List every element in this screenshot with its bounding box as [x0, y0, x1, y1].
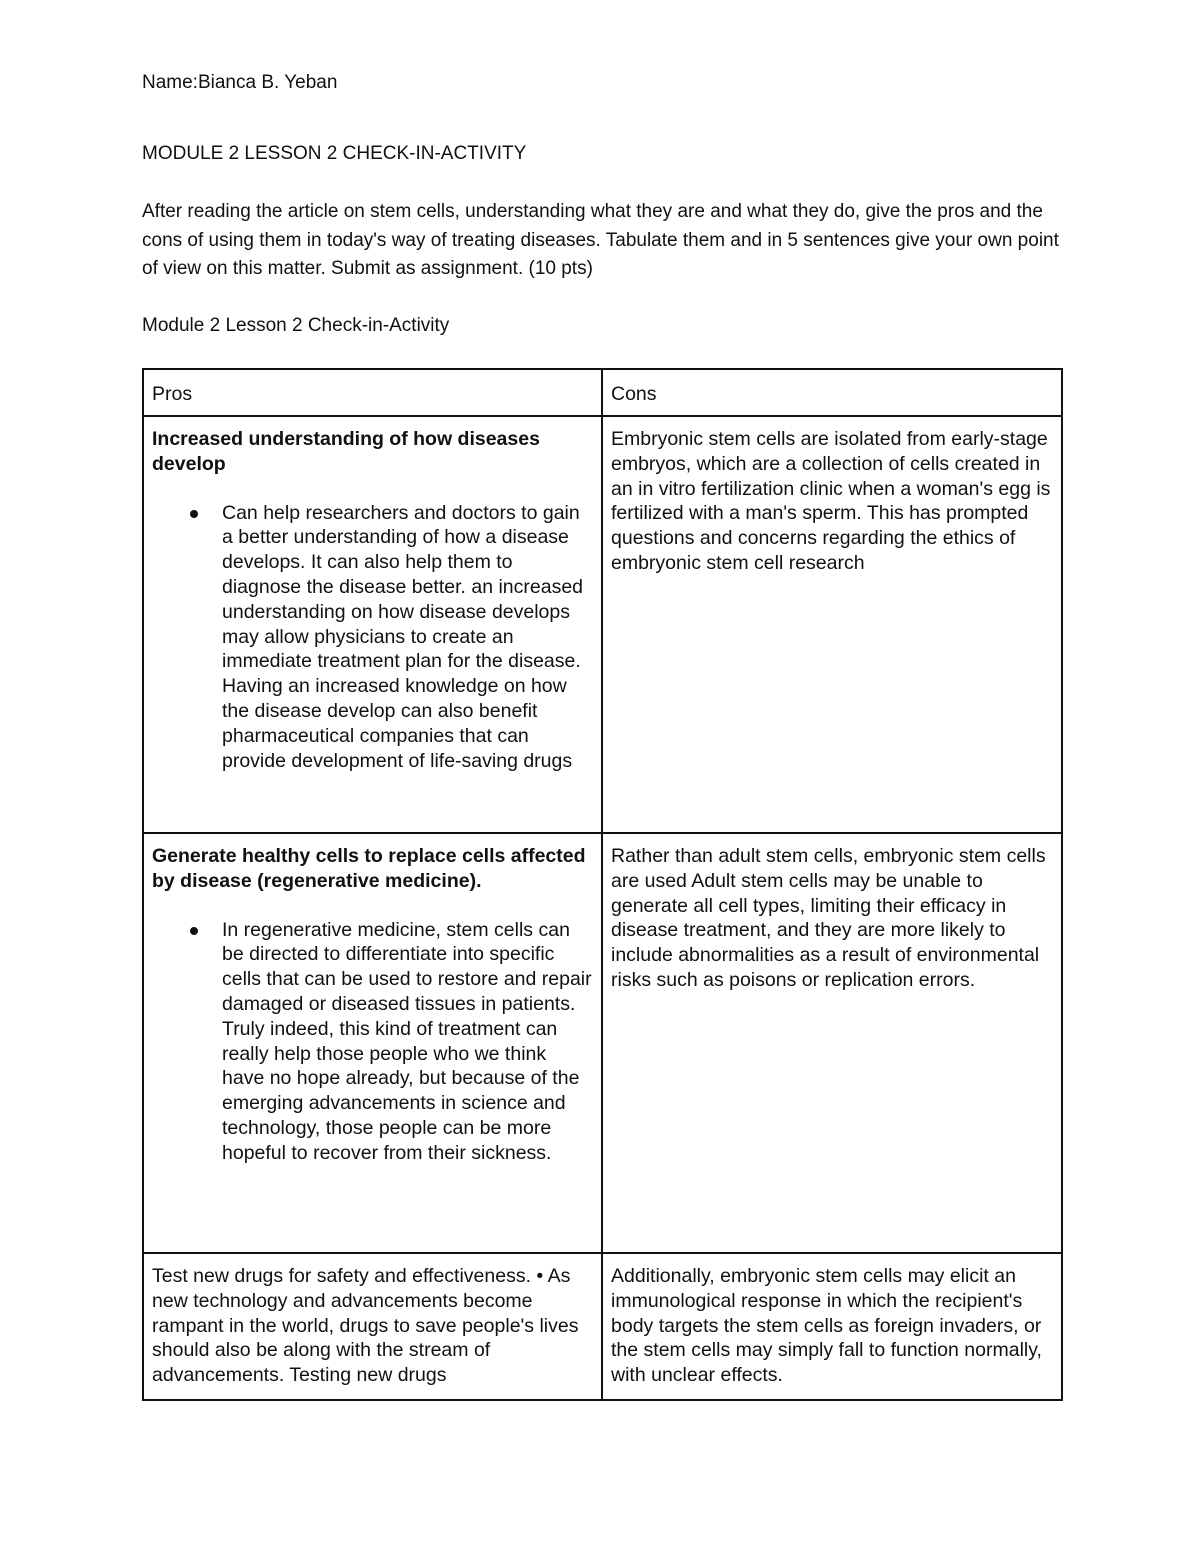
pro-text: Test new drugs for safety and effectiveness. • As new technology and advancements become rampant in the world, drugs to save people's lives should also be along with the stream of advancements. Testing new drugs	[152, 1265, 579, 1387]
con-cell	[602, 833, 1062, 1253]
con-text: Rather than adult stem cells, embryonic stem cells are used Adult stem cells may be unable to generate all cell types, limiting their efficacy in disease treatment, and they are more likely to include abnormalities as a result of environmental risks such as poisons or replication errors.	[611, 845, 1046, 991]
con-cell	[602, 1253, 1062, 1400]
pro-heading: Generate healthy cells to replace cells affected by disease (regenerative medicine).	[152, 845, 586, 892]
con-cell	[602, 416, 1062, 833]
pro-bullet-item: In regenerative medicine, stem cells can be directed to differentiate into specific cells that can be used to restore and repair damaged or diseased tissues in patients. Truly indeed, this kind of treatment can really help those people who we think have no hope already, but because of the emerging advancements in science and technology, those people can be more hopeful to recover from their sickness.	[152, 918, 593, 1166]
instructions-paragraph: After reading the article on stem cells, understanding what they are and what they do, give the pros and the cons of using them in today's way of treating diseases. Tabulate them and in 5 sentences give your own point of view on this matter. Submit as assignment. (10 pts)	[142, 201, 1059, 279]
table-title: Module 2 Lesson 2 Check-in-Activity	[142, 315, 450, 336]
module-title: MODULE 2 LESSON 2 CHECK-IN-ACTIVITY	[142, 143, 527, 164]
header-pros: Pros	[143, 369, 602, 416]
header-cons: Cons	[602, 369, 1062, 416]
pro-cell	[143, 833, 602, 1253]
con-text: Embryonic stem cells are isolated from early-stage embryos, which are a collection of cells created in an in vitro fertilization clinic when a woman's egg is fertilized with a man's sperm. This has prompted questions and concerns regarding the ethics of embryonic stem cell research	[611, 428, 1051, 574]
table-row	[143, 833, 1062, 1253]
pros-cons-table	[142, 368, 1063, 1401]
table-row	[143, 416, 1062, 833]
student-name: Name:Bianca B. Yeban	[142, 72, 338, 93]
pro-heading: Increased understanding of how diseases develop	[152, 428, 540, 475]
con-text: Additionally, embryonic stem cells may elicit an immunological response in which the recipient's body targets the stem cells as foreign invaders, or the stem cells may simply fall to function normally, with unclear effects.	[611, 1265, 1042, 1387]
table-row	[143, 1253, 1062, 1400]
pro-bullet-item: Can help researchers and doctors to gain a better understanding of how a disease develops. It can also help them to diagnose the disease better. an increased understanding on how disease develops may allow physicians to create an immediate treatment plan for the disease. Having an increased knowledge on how the disease develop can also benefit pharmaceutical companies that can provide development of life-saving drugs	[152, 501, 593, 774]
pro-cell	[143, 1253, 602, 1400]
pro-bullet-list	[152, 501, 593, 774]
pro-cell	[143, 416, 602, 833]
table-header-row	[143, 369, 1062, 416]
pro-bullet-list	[152, 918, 593, 1166]
